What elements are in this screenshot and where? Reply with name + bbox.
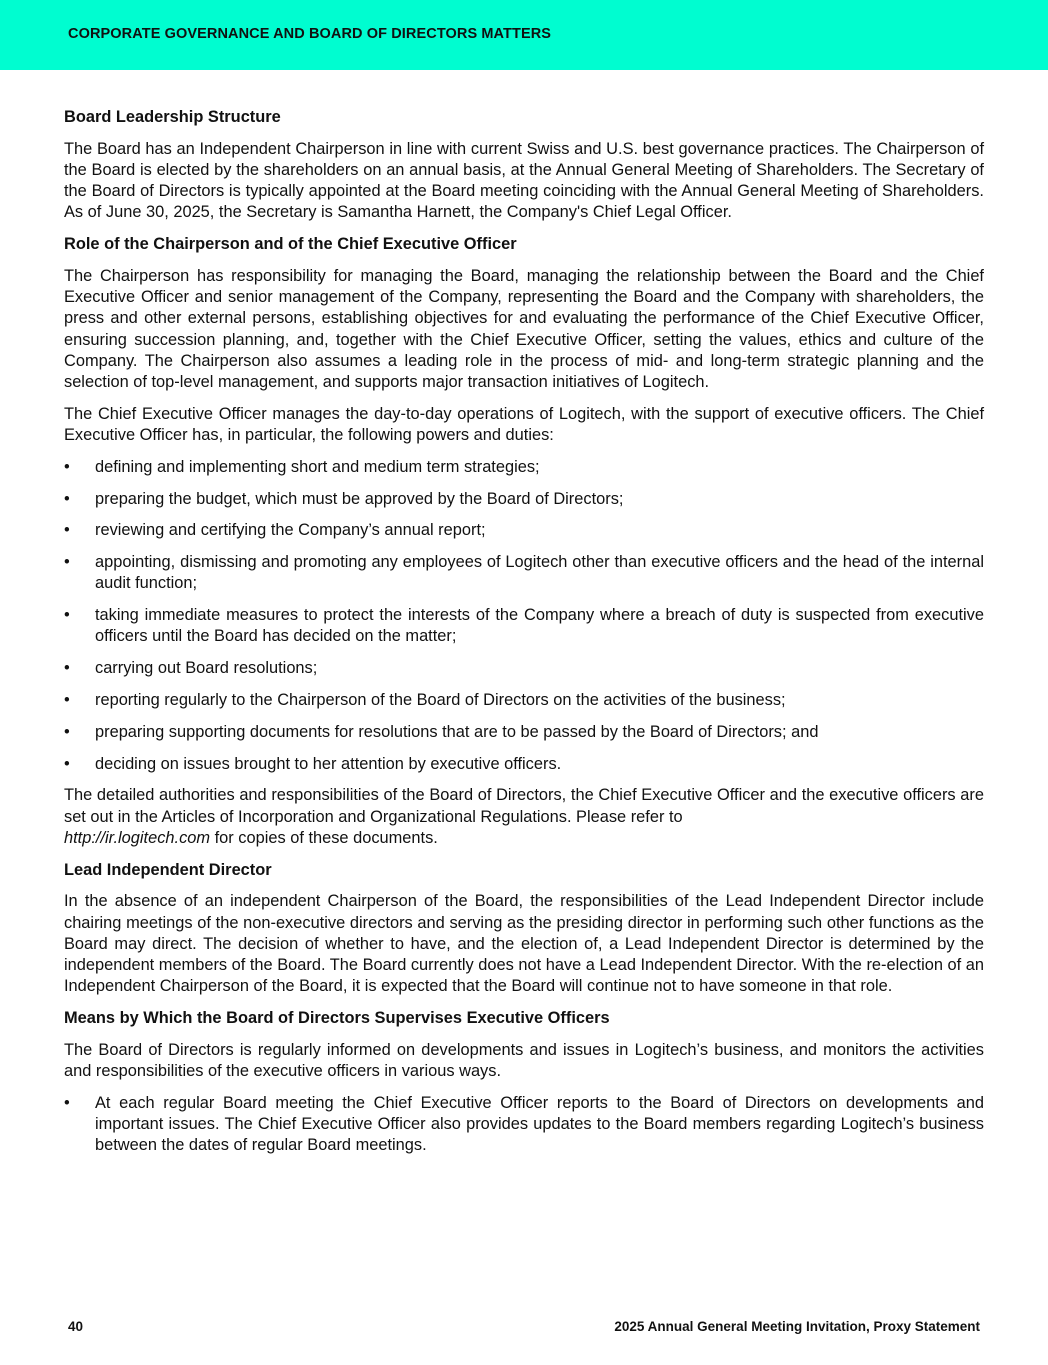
paragraph: The Board has an Independent Chairperson in line with current Swiss and U.S. best governance practices. The Chairperson of the Board is elected by the shareholders on an annual basis, at the Annual General Meeting of Shareholders. The Secretary of the Board of Directors is typically appointed at the Board meeting coinciding with the Annual General Meeting of Shareholders. As of June 30, 2025, the Secretary is Samantha Harnett, the Company's Chief Legal Officer. [64, 139, 984, 222]
list-item: • deciding on issues brought to her attention by executive officers. [64, 754, 984, 775]
bullet-icon: • [64, 553, 70, 572]
paragraph: In the absence of an independent Chairperson of the Board, the responsibilities of the Lead Independent Director include chairing meetings of the non-executive directors and serving as the presiding director in performing such other functions as the Board may direct. The decision of whether to have, and the election of, a Lead Independent Director is determined by the independent members of the Board. The Board currently does not have a Lead Independent Director. With the re-election of an Independent Chairperson of the Board, it is expected that the Board will continue not to have someone in that role. [64, 892, 984, 996]
banner-title: CORPORATE GOVERNANCE AND BOARD OF DIRECTORS MATTERS [68, 26, 552, 42]
page-footer [0, 1319, 1048, 1339]
bullet-icon: • [64, 691, 70, 709]
footer-document-title: 2025 Annual General Meeting Invitation, Proxy Statement [614, 1319, 980, 1334]
bullet-icon: • [64, 521, 70, 540]
bullet-icon: • [64, 659, 70, 678]
bullet-icon: • [64, 489, 70, 508]
list-item: • preparing the budget, which must be approved by the Board of Directors; [64, 489, 984, 510]
paragraph: The Chairperson has responsibility for managing the Board, managing the relationship between the Board and the Chief Executive Officer and senior management of the Company, representing the Board and the Company with shareholders, the press and other external persons, establishing objectives for and evaluating the performance of the Chief Executive Officer, ensuring succession planning, and, together with the Chief Executive Officer, setting the values, ethics and culture of the Company. The Chairperson also assumes a leading role in the process of mid- and long-term strategic planning and the selection of top-level management, and supports major transaction initiatives of Logitech. [64, 267, 984, 392]
list-item: • preparing supporting documents for resolutions that are to be passed by the Board of Directors; and [64, 722, 984, 743]
list-item: • At each regular Board meeting the Chief Executive Officer reports to the Board of Directors on developments and important issues. The Chief Executive Officer also provides updates to the Board members regarding Logitech’s business between the dates of regular Board meetings. [64, 1093, 984, 1155]
list-item: • reporting regularly to the Chairperson of the Board of Directors on the activities of the business; [64, 690, 984, 711]
section-banner [0, 0, 1048, 70]
document-body [64, 107, 984, 1167]
paragraph: The Chief Executive Officer manages the day-to-day operations of Logitech, with the support of executive officers. The Chief Executive Officer has, in particular, the following powers and duties: [64, 404, 984, 445]
ceo-duties-list [64, 457, 984, 775]
list-item: • reviewing and certifying the Company’s annual report; [64, 520, 984, 541]
list-item: • defining and implementing short and medium term strategies; [64, 457, 984, 478]
list-item: • carrying out Board resolutions; [64, 658, 984, 679]
bullet-icon: • [64, 722, 70, 741]
bullet-icon: • [64, 457, 70, 476]
bullet-icon: • [64, 1093, 70, 1112]
list-item: • appointing, dismissing and promoting any employees of Logitech other than executive officers and the head of the internal audit function; [64, 553, 984, 593]
page-number: 40 [68, 1319, 84, 1334]
list-item: • taking immediate measures to protect the interests of the Company where a breach of duty is suspected from executive officers until the Board has decided on the matter; [64, 606, 984, 646]
bullet-icon: • [64, 606, 70, 625]
bullet-icon: • [64, 754, 70, 773]
supervision-list [64, 1093, 984, 1157]
heading-role-of-chairperson-and-ceo: Role of the Chairperson and of the Chief Executive Officer [64, 235, 517, 254]
heading-lead-independent-director: Lead Independent Director [64, 860, 272, 879]
investor-relations-link[interactable]: http://ir.logitech.com [64, 828, 211, 847]
heading-board-leadership-structure: Board Leadership Structure [64, 108, 281, 126]
paragraph-authorities: The detailed authorities and responsibilities of the Board of Directors, the Chief Executive Officer and the executive officers are set out in the Articles of Incorporation and Organizational Regulations. Please refer to http://ir.logitech.com for copies of these documents. [64, 786, 984, 847]
paragraph: The Board of Directors is regularly informed on developments and issues in Logitech’s business, and monitors the activities and responsibilities of the executive officers in various ways. [64, 1040, 984, 1080]
heading-board-supervises-executive-officers: Means by Which the Board of Directors Supervises Executive Officers [64, 1009, 610, 1027]
